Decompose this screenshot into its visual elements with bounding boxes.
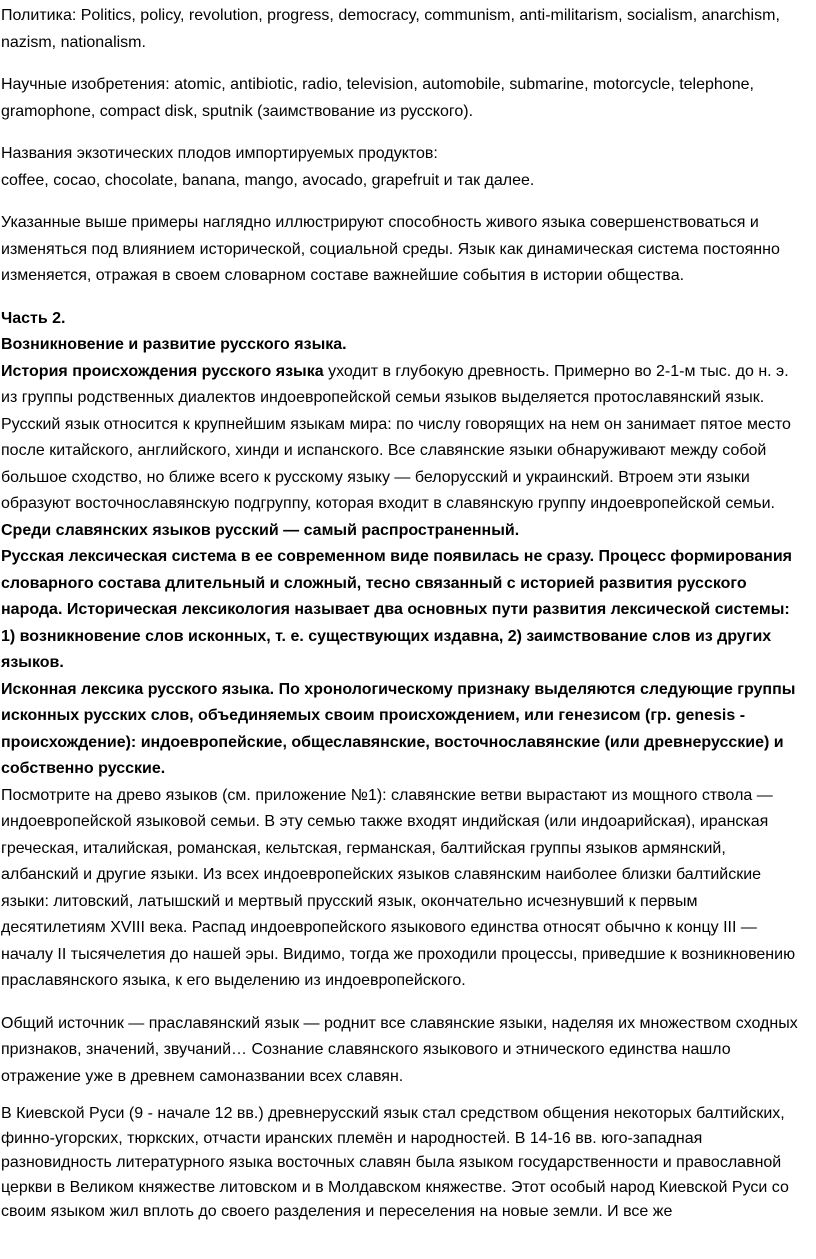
- paragraph-fruits: [1, 141, 806, 194]
- history-lead: История происхождения русского языка: [1, 362, 324, 380]
- history-conclusion: Среди славянских языков русский — самый распространенный.: [1, 521, 520, 539]
- paragraph-language-tree: Посмотрите на древо языков (см. приложение №1): славянские ветви вырастают из мощного ствола — индоевропейской языковой семьи. В эту семью также входят индийская (или индоарийская), иранская греческая, италийская, романская, кельтская, германская, балтийская группы языков армянский, албанский и другие языки. Из всех индоевропейских языков славянским наиболее близки балтийские языки: литовский, латышский и мертвый прусский язык, окончательно исчезнувший к первым десятилетиям XVIII века. Распад индоевропейского языкового единства относят обычно к концу III — началу II тысячелетия до нашей эры. Видимо, тогда же проходили процессы, приведшие к возникновению праславянского языка, к его выделению из индоевропейского.: [1, 786, 796, 989]
- part-heading: Часть 2.: [1, 309, 66, 327]
- paragraph-summary: Указанные выше примеры наглядно иллюстрируют способность живого языка совершенствоваться и изменяться под влиянием исторической, социальной среды. Язык как динамическая система постоянно изменяется, отражая в своем словарном составе важнейшие события в истории общества.: [1, 214, 780, 284]
- part-title: Возникновение и развитие русского языка.: [1, 336, 347, 353]
- paragraph-lexical-system: Русская лексическая система в ее современном виде появилась не сразу. Процесс формирования словарного состава длительный и сложный, тесно связанный с историей развития русского народа. Историческая лексикология называет два основных пути развития лексической системы: 1) возникновение слов исконных, т. е. существующих издавна, 2) заимствование слов из других языков.: [1, 548, 792, 671]
- fruits-list: coffee, cocao, chocolate, banana, mango, avocado, grapefruit и так далее.: [1, 171, 535, 189]
- paragraph-politics: Политика: Politics, policy, revolution, progress, democracy, communism, anti-militarism, socialism, anarchism, nazism, nationalism.: [1, 7, 780, 51]
- paragraph-native-lexicon: Исконная лексика русского языка. По хронологическому признаку выделяются следующие группы исконных русских слов, объединяемых своим происхождением, или генезисом (гр. genesis - происхождение): индоевропейские, общеславянские, восточнославянские (или древнерусские) и собственно русские.: [1, 680, 796, 777]
- part-2-section: [1, 306, 806, 995]
- fruits-intro: Названия экзотических плодов импортируемых продуктов:: [1, 145, 438, 162]
- paragraph-inventions: Научные изобретения: atomic, antibiotic, radio, television, automobile, submarine, motorcycle, telephone, gramophone, compact disk, sputnik (заимствование из русского).: [1, 76, 754, 120]
- paragraph-history: [1, 359, 806, 545]
- history-body: уходит в глубокую древность. Примерно во 2-1-м тыс. до н. э. из группы родственных диалектов индоевропейской семьи языков выделяется протославянский язык. Русский язык относится к крупнейшим языкам мира: по числу говорящих на нем он занимает пятое место после китайского, английского, хинди и испанского. Все славянские языки обнаруживают между собой большое сходство, но ближе всего к русскому языку — белорусский и украинский. Втроем эти языки образуют восточнославянскую подгруппу, которая входит в славянскую группу индоевропейской семьи.: [1, 362, 791, 512]
- paragraph-common-source: Общий источник — праславянский язык — роднит все славянские языки, наделяя их множеством сходных признаков, значений, звучаний… Сознание славянского языкового и этнического единства нашло отражение уже в древнем самоназвании всех славян.: [1, 1014, 798, 1085]
- paragraph-kievan-rus: В Киевской Руси (9 - начале 12 вв.) древнерусский язык стал средством общения некоторых балтийских, финно-угорских, тюркских, отчасти иранских племён и народностей. В 14-16 вв. юго-западная разновидность литературного языка восточных славян была языком государственности и православной церкви в Великом княжестве литовском и в Молдавском княжестве. Этот особый народ Киевской Руси со своим языком жил вплоть до своего разделения и переселения на новые земли. И все же: [1, 1105, 789, 1220]
